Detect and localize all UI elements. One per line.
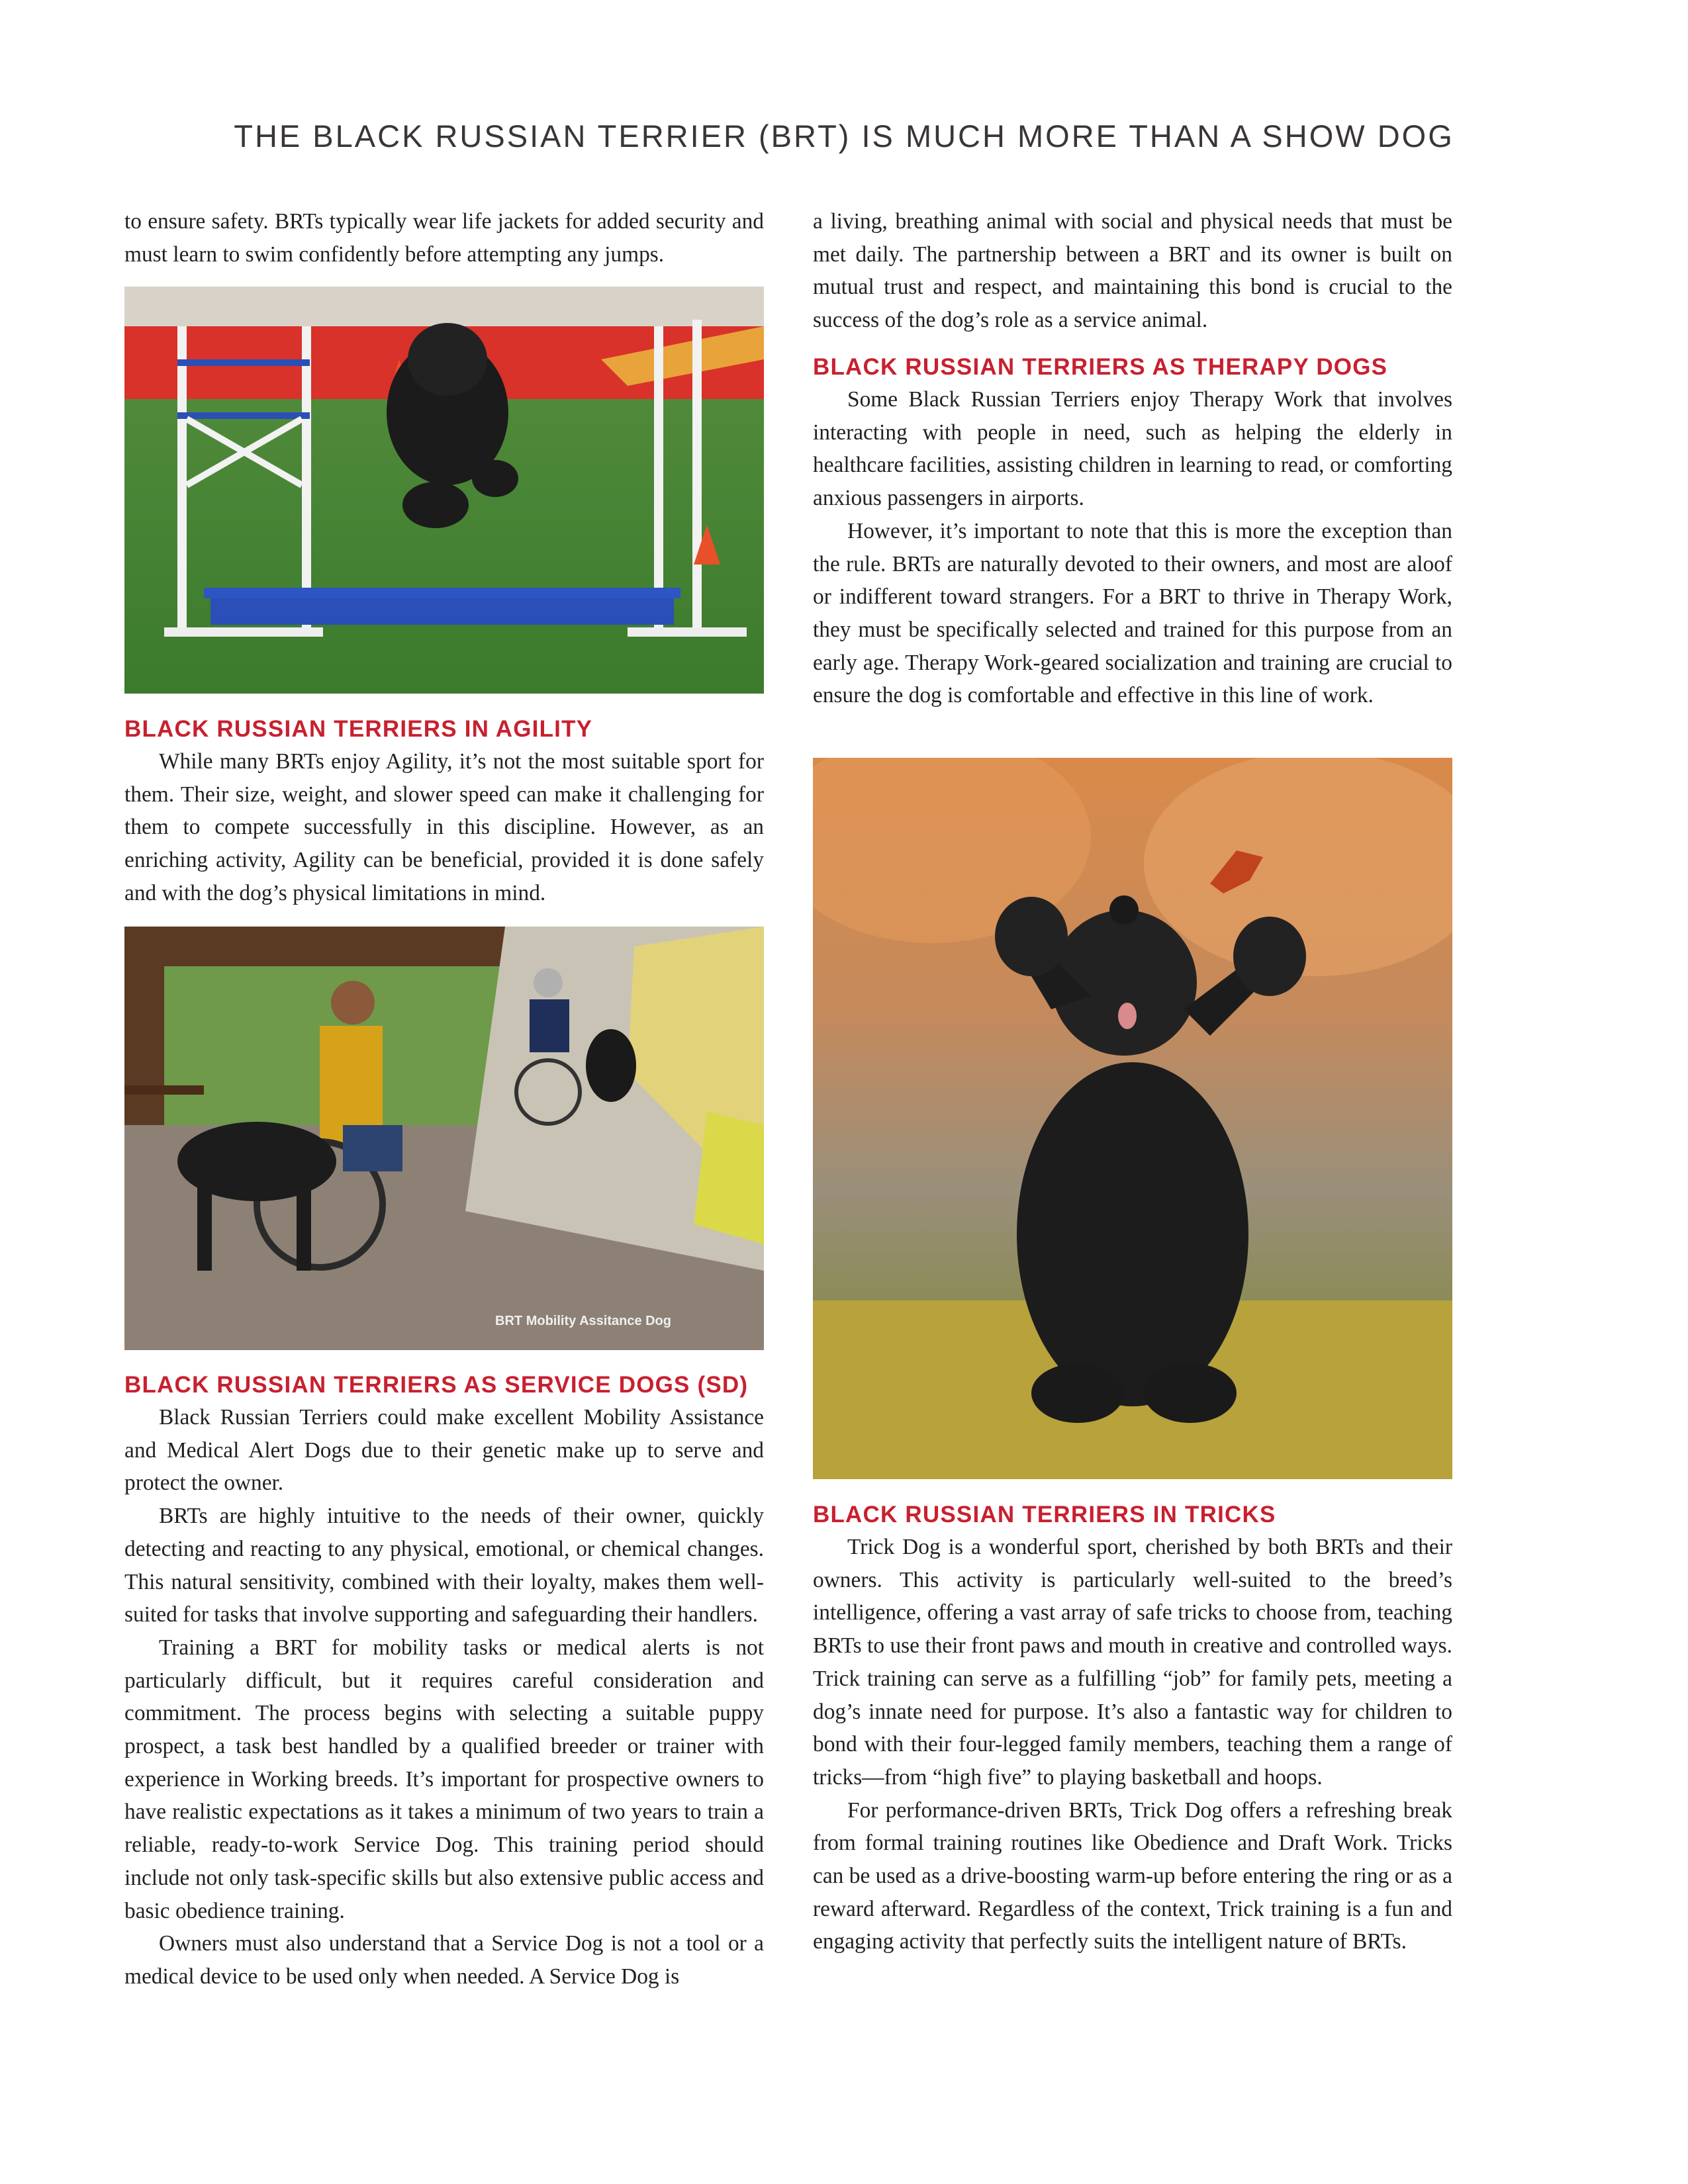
mobility-photo-caption: BRT Mobility Assitance Dog (495, 1314, 671, 1328)
agility-paragraph: While many BRTs enjoy Agility, it’s not the most suitable sport for them. Their size, weight, and slower speed can make it challenging for them to compete successfully in this discipline. However, as an enriching activity, Agility can be beneficial, provided it is done safely and with the dog’s physical limitations in mind. (124, 749, 764, 905)
therapy-paragraph: Some Black Russian Terriers enjoy Therapy Work that involves interacting with people in need, such as helping the elderly in healthcare facilities, assisting children in learning to read, or comforting anxious passengers in airports. (813, 387, 1452, 511)
tricks-paragraph: For performance-driven BRTs, Trick Dog offers a refreshing break from formal training routines like Obedience and Draft Work. Tricks can be used as a drive-boosting warm-up before entering the ring or as a reward afterward. Regardless of the context, Trick training is a fun and engaging activity that perfectly suits the intelligent nature of BRTs. (813, 1797, 1452, 1954)
mobility-assistance-photo (124, 927, 764, 1350)
tricks-section (813, 1499, 1452, 1958)
trick-dog-photo (813, 758, 1452, 1479)
therapy-section (813, 351, 1452, 712)
therapy-paragraph: However, it’s important to note that this is more the exception than the rule. BRTs are naturally devoted to their owners, and most are aloof or indifferent toward strangers. For a BRT to thrive in Therapy Work, they must be specifically selected and trained for this purpose from an early age. Therapy Work-geared socialization and training are crucial to ensure the dog is comfortable and effective in this line of work. (813, 518, 1452, 708)
tricks-heading: BLACK RUSSIAN TERRIERS IN TRICKS (813, 1502, 1276, 1527)
page-title: THE BLACK RUSSIAN TERRIER (BRT) IS MUCH MORE THAN A SHOW DOG (234, 118, 1454, 154)
service-paragraph: Training a BRT for mobility tasks or medical alerts is not particularly difficult, but it requires careful consideration and commitment. The process begins with selecting a suitable puppy prospect, a task best handled by a qualified breeder or trainer with experience in Working breeds. It’s important for prospective owners to have realistic expectations as it takes a minimum of two years to train a reliable, ready-to-work Service Dog. This training period should include not only task-specific skills but also extensive public access and basic obedience training. (124, 1635, 764, 1923)
left-intro-paragraph: to ensure safety. BRTs typically wear life jackets for added security and must learn to swim confidently before attempting any jumps. (124, 209, 764, 267)
service-paragraph: Owners must also understand that a Service Dog is not a tool or a medical device to be used only when needed. A Service Dog is (124, 1931, 764, 1989)
tricks-paragraph: Trick Dog is a wonderful sport, cherished by both BRTs and their owners. This activity is particularly well-suited to the breed’s intelligence, offering a vast array of safe tricks to choose from, teaching BRTs to use their front paws and mouth in creative and controlled ways. Trick training can serve as a fulfilling “job” for family pets, meeting a dog’s innate need for purpose. It’s also a fantastic way for children to bond with their four-legged family members, teaching them a range of tricks—from “high five” to playing basketball and hoops. (813, 1535, 1452, 1790)
left-intro (124, 205, 764, 271)
agility-jump-photo (124, 287, 764, 694)
service-paragraph: Black Russian Terriers could make excellent Mobility Assistance and Medical Alert Dogs due to their genetic make up to serve and protect the owner. (124, 1405, 764, 1496)
service-heading: BLACK RUSSIAN TERRIERS AS SERVICE DOGS (SD) (124, 1372, 749, 1398)
right-intro-paragraph: a living, breathing animal with social and physical needs that must be met daily. The partnership between a BRT and its owner is built on mutual trust and respect, and maintaining this bond is crucial to the success of the dog’s role as a service animal. (813, 209, 1452, 333)
agility-section (124, 713, 764, 910)
right-intro (813, 205, 1452, 337)
agility-heading: BLACK RUSSIAN TERRIERS IN AGILITY (124, 716, 593, 742)
therapy-heading: BLACK RUSSIAN TERRIERS AS THERAPY DOGS (813, 354, 1388, 380)
service-section (124, 1369, 764, 1993)
service-paragraph: BRTs are highly intuitive to the needs of their owner, quickly detecting and reacting to any physical, emotional, or chemical changes. This natural sensitivity, combined with their loyalty, makes them well-suited for tasks that involve supporting and safeguarding their handlers. (124, 1504, 764, 1627)
